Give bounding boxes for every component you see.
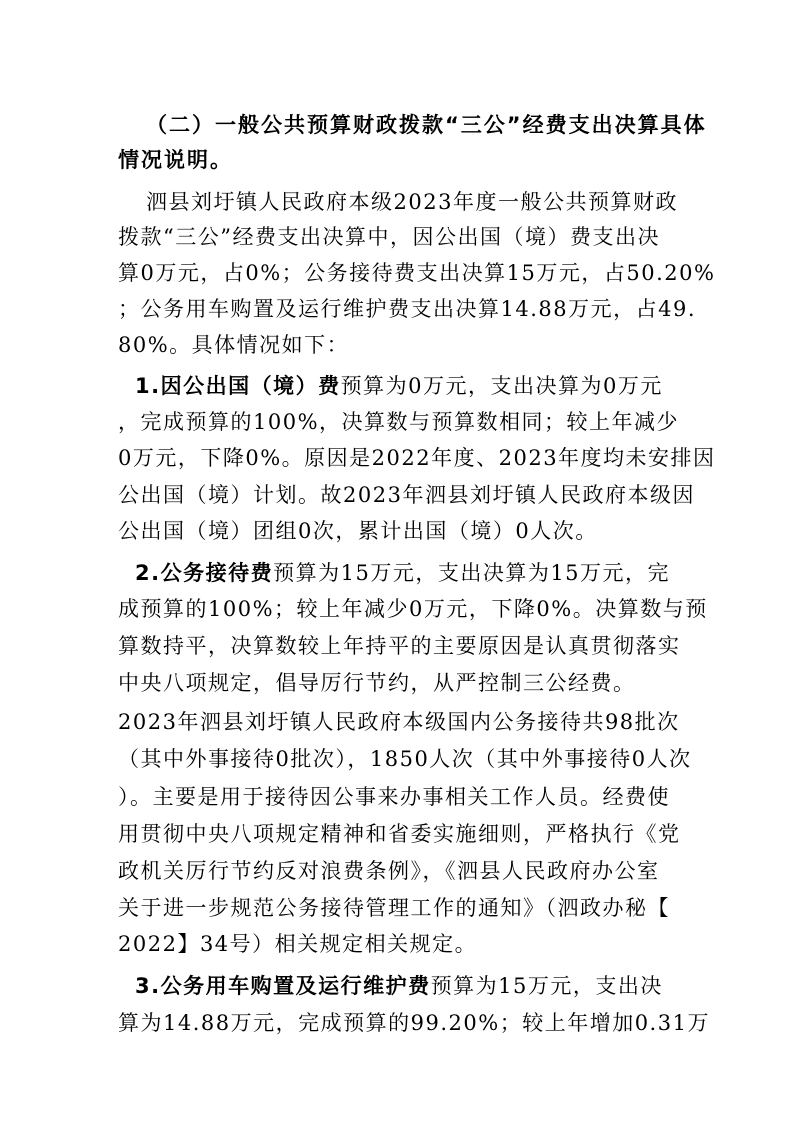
item2-line: 中央八项规定，倡导厉行节约，从严控制三公经费。 [118,671,636,695]
item2-line: 成预算的100%；较上年减少0万元，下降0%。决算数与预 [118,597,708,621]
item1-line: ，完成预算的100%，决算数与预算数相同；较上年减少 [118,410,680,434]
item3-first-rest: 预算为15万元，支出决 [430,974,663,998]
item2-line: 2022】34号）相关规定相关规定。 [118,932,478,956]
intro-line: 算0万元，占0%；公务接待费支出决算15万元，占50.20% [118,261,716,285]
item1-line: 0万元，下降0%。原因是2022年度、2023年度均未安排因 [118,446,716,470]
item2-line: 用贯彻中央八项规定精神和省委实施细则，严格执行《党 [118,822,681,846]
item1-line: 公出国（境）计划。故2023年泗县刘圩镇人民政府本级因 [118,483,695,507]
item2-first-rest: 预算为15万元，支出决算为15万元，完 [273,561,671,585]
item3-line: 算为14.88万元，完成预算的99.20%；较上年增加0.31万 [118,1011,710,1035]
item2-line: 算数持平，决算数较上年持平的主要原因是认真贯彻落实 [118,634,681,658]
item2-line: 关于进一步规范公务接待管理工作的通知》（泗政办秘【 [118,896,670,920]
section-heading-line-1: （二）一般公共预算财政拨款“三公”经费支出决算具体 [146,113,707,137]
item3-label: 3.公务用车购置及运行维护费 [135,974,431,998]
intro-line: 拨款“三公”经费支出决算中，因公出国（境）费支出决 [118,225,660,249]
item3-first-line [135,971,663,1001]
intro-line: 泗县刘圩镇人民政府本级2023年度一般公共预算财政 [146,190,678,214]
item1-first-rest: 预算为0万元，支出决算为0万元 [340,374,663,398]
item2-line: （其中外事接待0批次），1850人次（其中外事接待0人次 [118,747,692,771]
section-heading-line-2: 情况说明。 [118,148,233,172]
item2-line: ）。主要是用于接待因公事来办事相关工作人员。经费使 [118,785,670,809]
item1-label: 1.因公出国（境）费 [135,374,341,398]
item1-first-line [135,371,663,401]
item2-first-line [135,558,670,588]
intro-line: ；公务用车购置及运行维护费支出决算14.88万元，占49. [118,297,697,321]
item2-line: 政机关厉行节约反对浪费条例》，《泗县人民政府办公室 [118,859,660,883]
intro-line: 80%。具体情况如下： [118,333,350,357]
item2-label: 2.公务接待费 [135,561,274,585]
item1-line: 公出国（境）团组0次，累计出国（境）0人次。 [118,519,598,543]
item2-line: 2023年泗县刘圩镇人民政府本级国内公务接待共98批次 [118,710,680,734]
